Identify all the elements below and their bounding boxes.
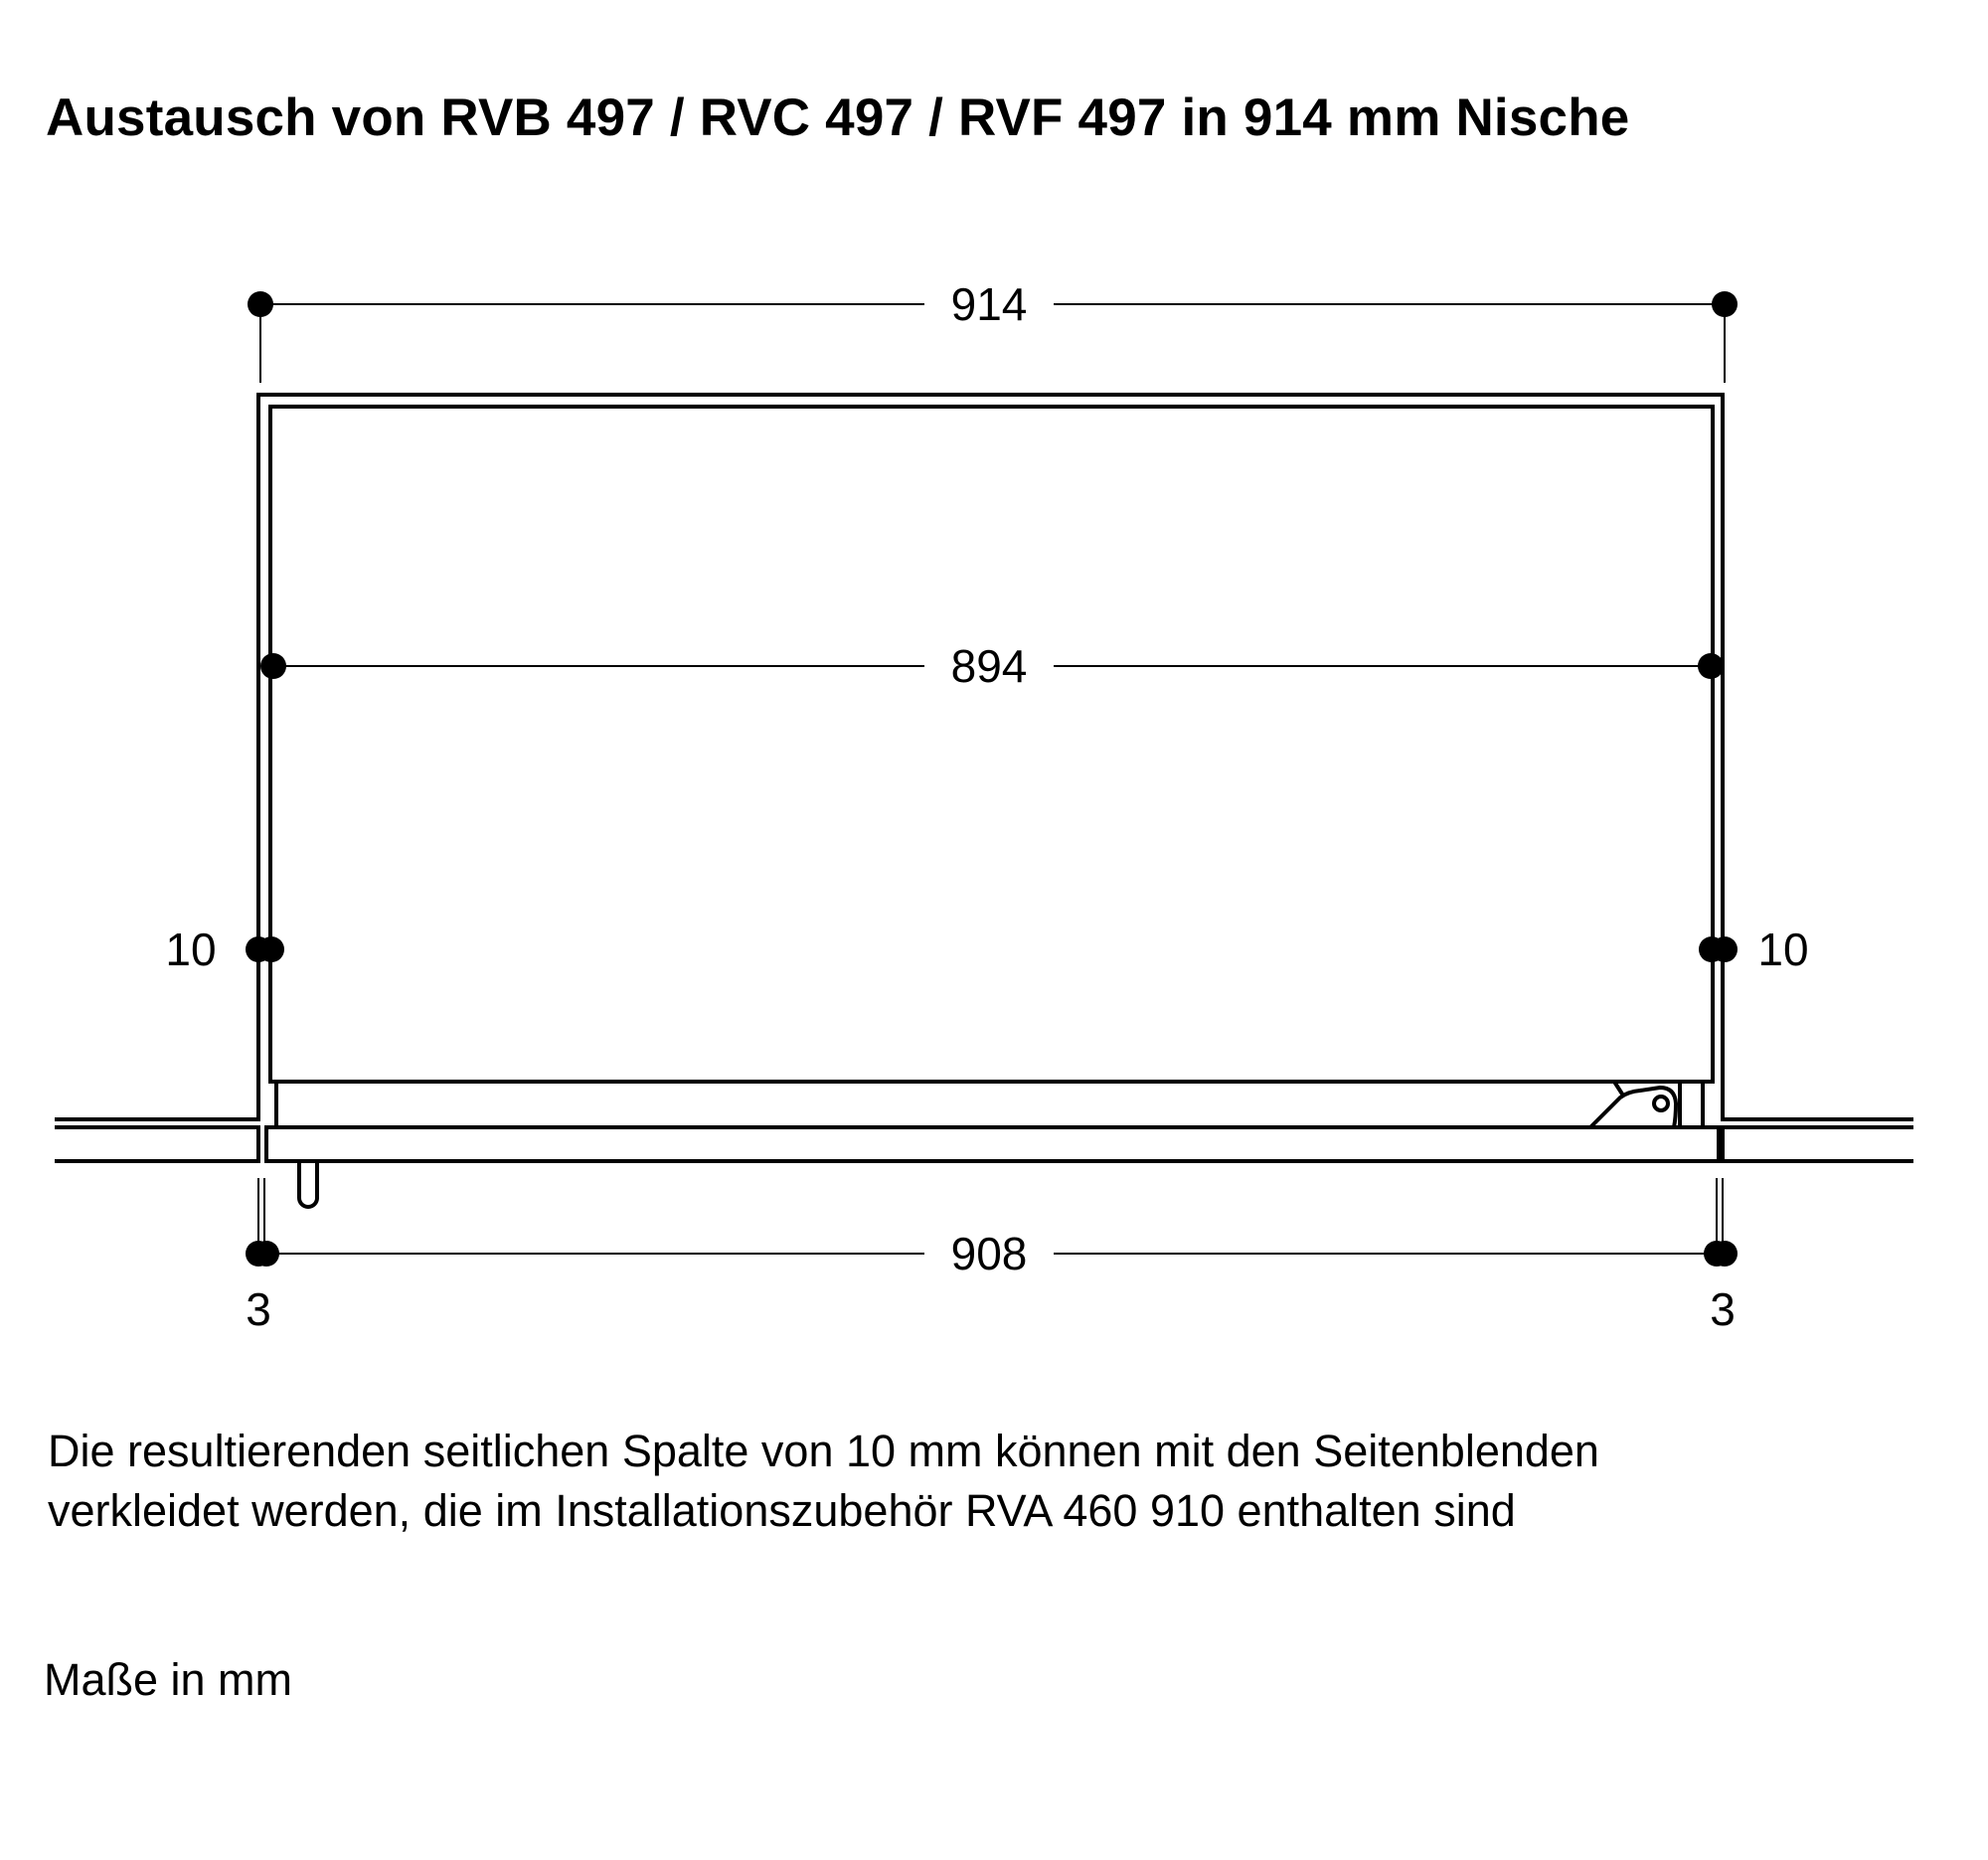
countertop-left — [55, 1127, 258, 1161]
dim-offset-left: 3 — [246, 1283, 271, 1335]
niche-outline — [55, 395, 1913, 1119]
appliance-body — [270, 407, 1713, 1082]
dim-908: 908 — [950, 1228, 1028, 1279]
note-line-1: Die resultierenden seitlichen Spalte von 10 mm können mit den Seitenblenden — [48, 1426, 1599, 1476]
dim-914: 914 — [950, 278, 1028, 330]
units-label: Maße in mm — [44, 1654, 293, 1705]
dim-offset-right: 3 — [1710, 1283, 1736, 1335]
countertop-right — [1723, 1127, 1913, 1161]
note-line-2: verkleidet werden, die im Installationszubehör RVA 460 910 enthalten sind — [48, 1485, 1516, 1536]
hinge-mechanism — [1590, 1082, 1676, 1127]
drawer-front — [276, 1082, 1703, 1127]
dim-gap-left: 10 — [165, 924, 217, 975]
hinge-pin — [1654, 1097, 1668, 1110]
dim-894: 894 — [950, 640, 1028, 692]
installation-note — [48, 1422, 1599, 1541]
dim-gap-right: 10 — [1757, 924, 1809, 975]
page-title: Austausch von RVB 497 / RVC 497 / RVF 497 in 914 mm Nische — [46, 88, 1630, 147]
handle — [299, 1161, 317, 1207]
front-panel — [266, 1127, 1719, 1161]
